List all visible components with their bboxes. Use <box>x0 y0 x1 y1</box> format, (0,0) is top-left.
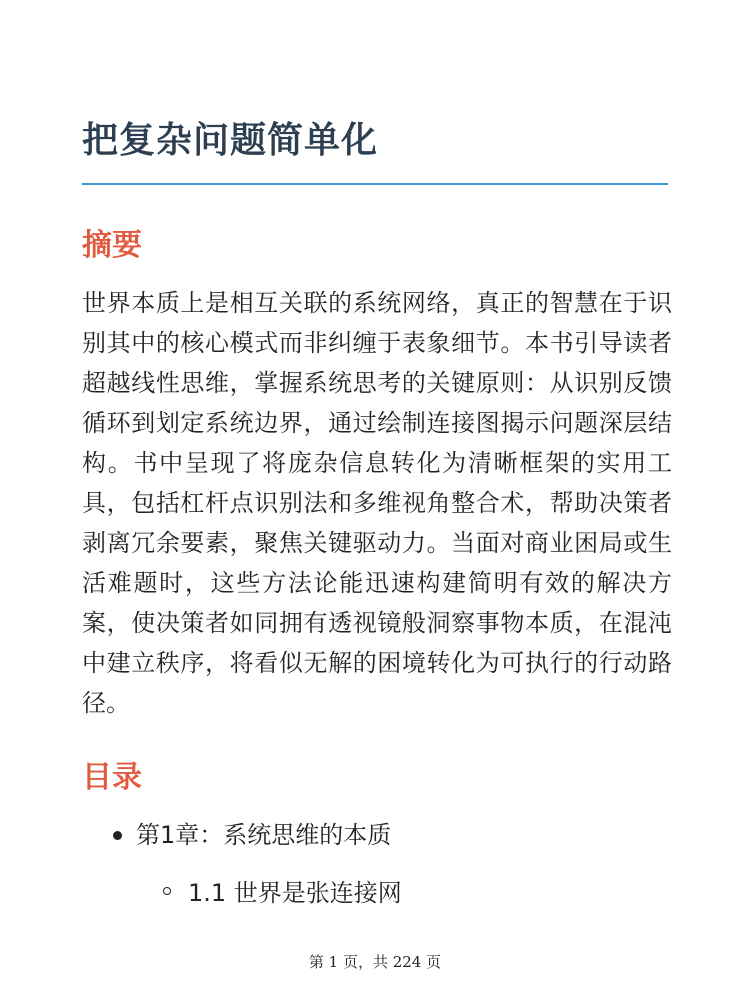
page-number-footer: 第 1 页，共 224 页 <box>308 953 442 971</box>
title-divider <box>82 183 668 185</box>
bullet-disc-icon <box>113 831 122 840</box>
summary-heading: 摘要 <box>82 228 142 263</box>
toc-item-chapter-1[interactable]: 第1章：系统思维的本质 <box>136 821 392 849</box>
document-title: 把复杂问题简单化 <box>82 120 379 161</box>
toc-heading: 目录 <box>82 760 142 795</box>
toc-item-section-1-1[interactable]: 1.1 世界是张连接网 <box>188 879 402 907</box>
bullet-circle-icon <box>163 887 171 895</box>
summary-paragraph: 世界本质上是相互关联的系统网络，真正的智慧在于识别其中的核心模式而非纠缠于表象细节。本书引导读者超越线性思维，掌握系统思考的关键原则：从识别反馈循环到划定系统边界，通过绘制连接图揭示问题深层结构。书中呈现了将庞杂信息转化为清晰框架的实用工具，包括杠杆点识别法和多维视角整合术，帮助决策者剥离冗余要素，聚焦关键驱动力。当面对商业困局或生活难题时，这些方法论能迅速构建简明有效的解决方案，使决策者如同拥有透视镜般洞察事物本质，在混沌中建立秩序，将看似无解的困境转化为可执行的行动路径。 <box>82 289 672 717</box>
